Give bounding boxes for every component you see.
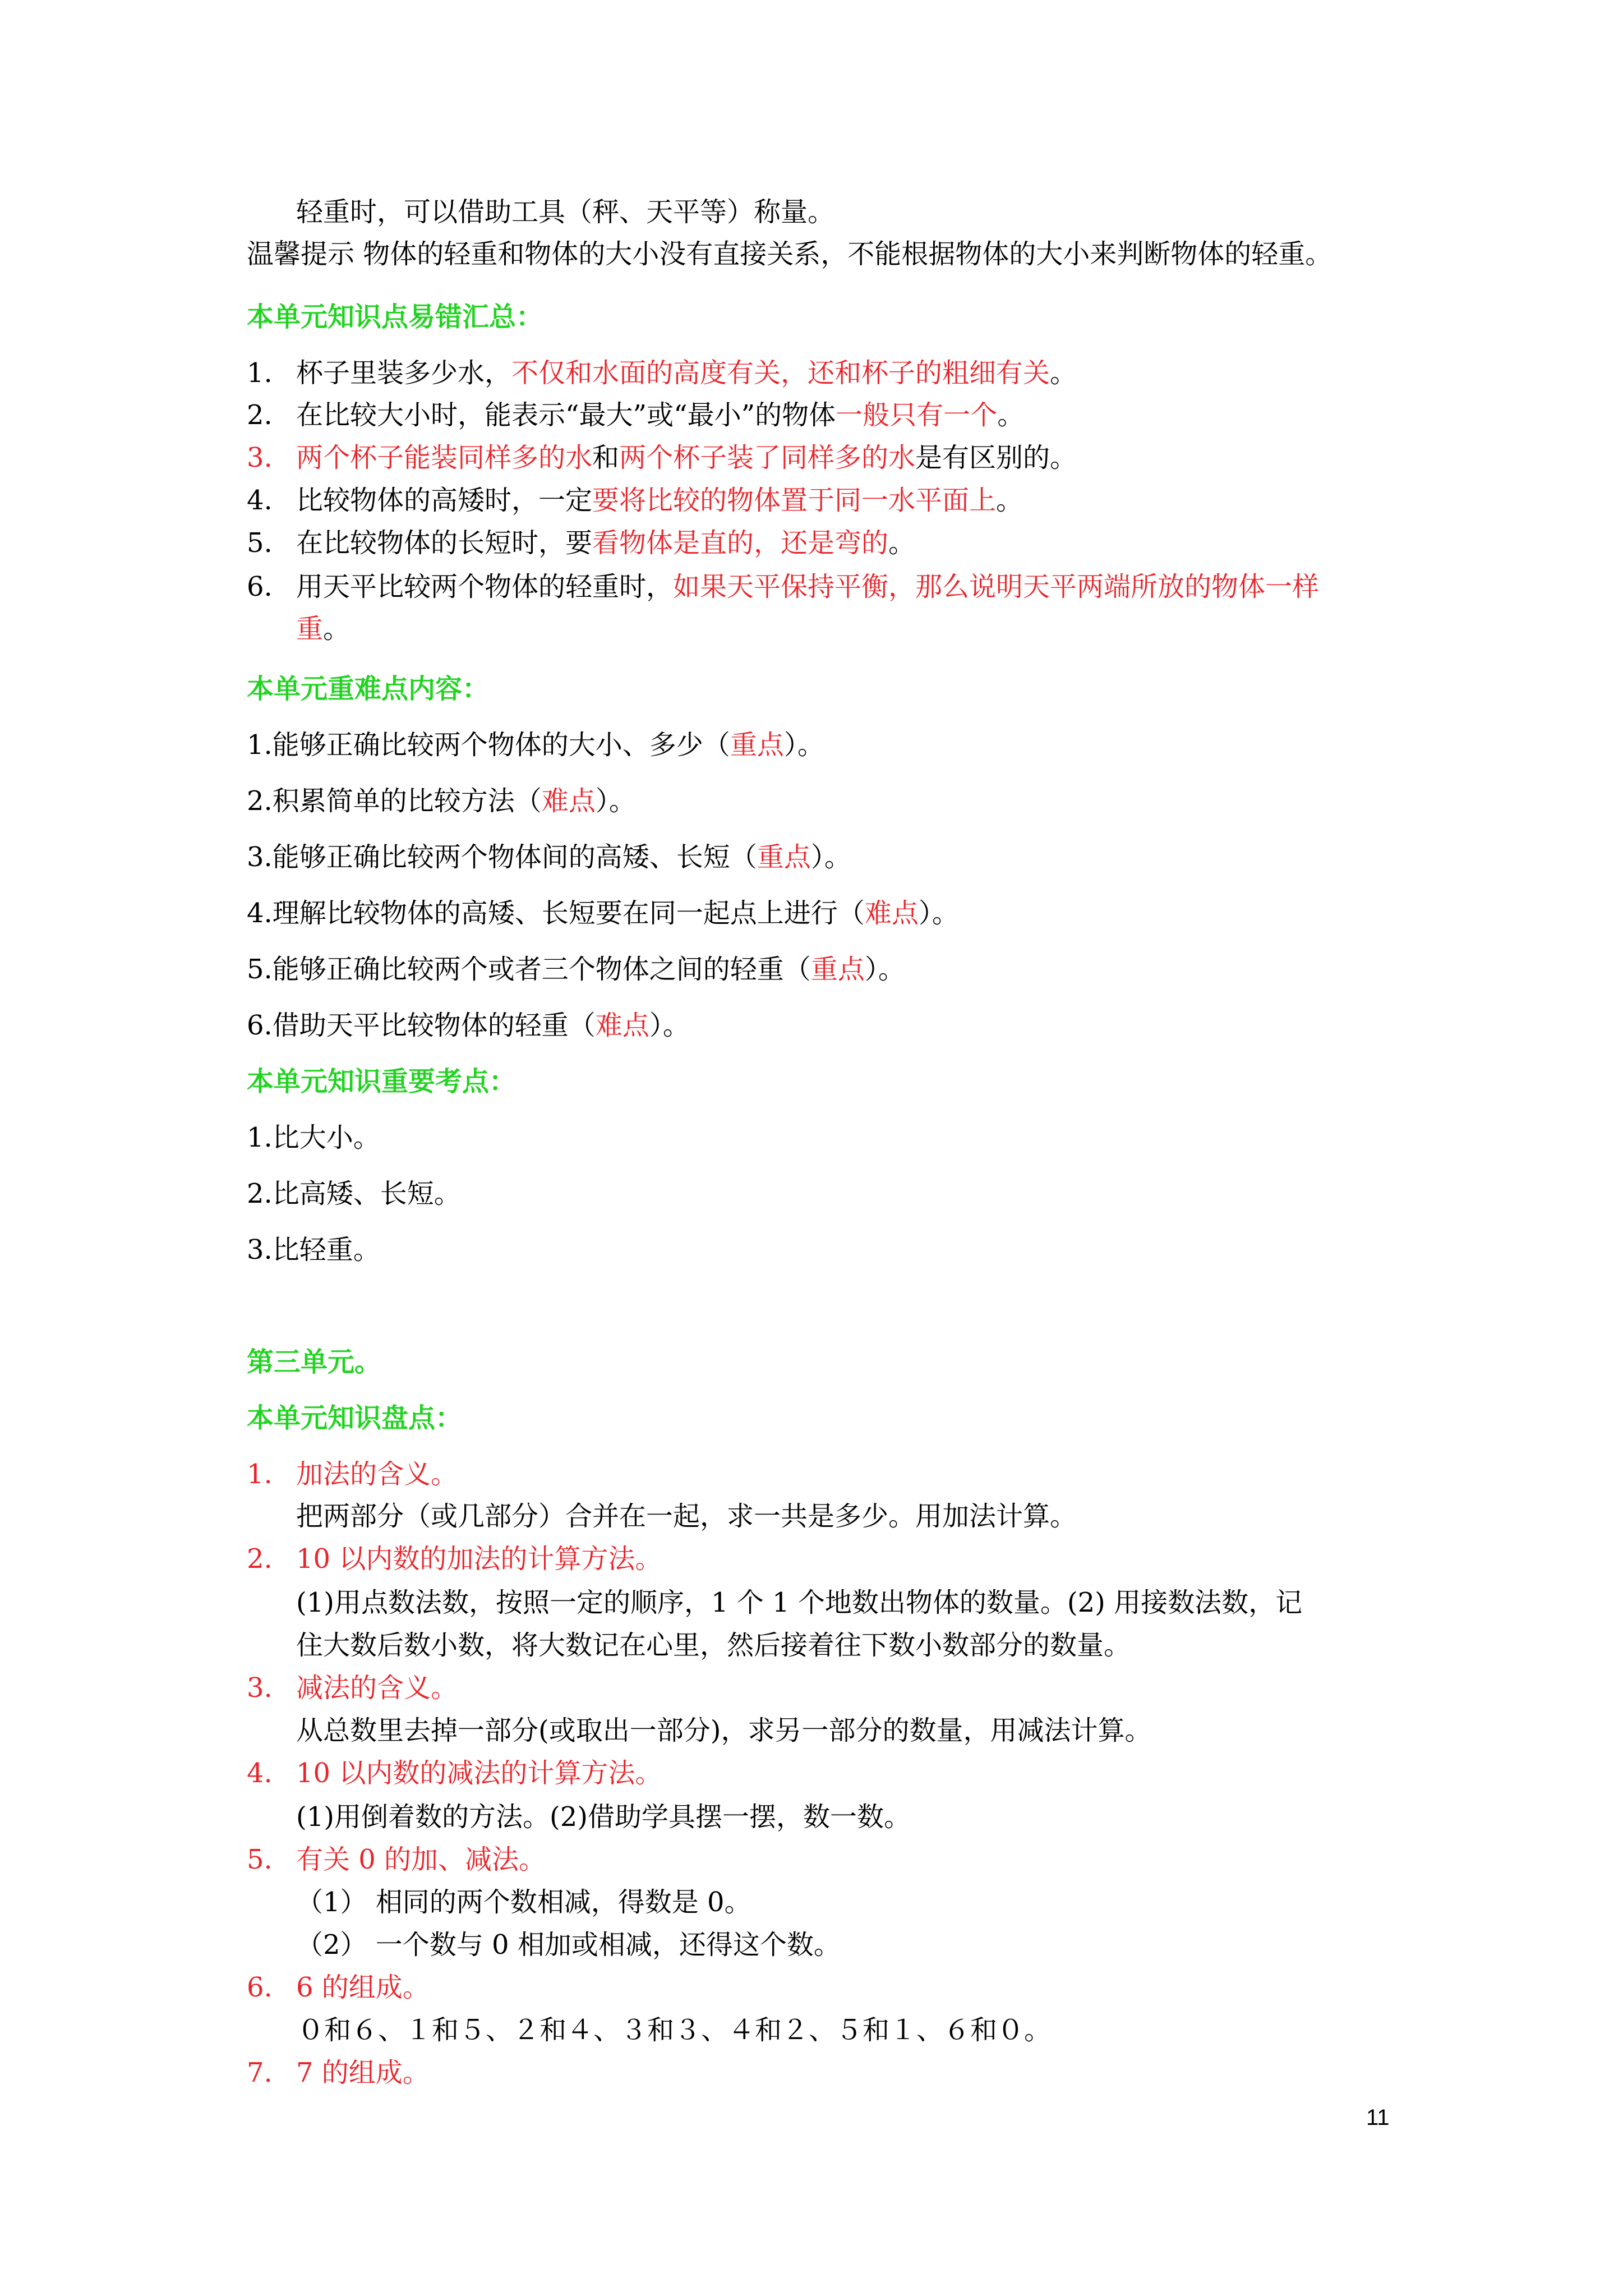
difficulty-item-1 — [247, 728, 824, 762]
item-number: 6. — [247, 1972, 273, 2003]
item-text: 。 — [323, 613, 351, 645]
item-emphasis: 如果天平保持平衡，那么说明天平两端所放的物体一样 — [673, 571, 1320, 602]
difficulty-item-2 — [247, 784, 636, 818]
unit3-item-3-title — [247, 1671, 458, 1705]
item-number: 5. — [247, 527, 273, 559]
mistake-item-5 — [247, 526, 915, 560]
mistakes-heading: 本单元知识点易错汇总： — [247, 301, 543, 333]
item-emphasis: 两个杯子能装同样多的水 — [296, 442, 593, 473]
difficulty-item-6 — [247, 1009, 690, 1042]
item-text: 用天平比较两个物体的轻重时， — [296, 571, 674, 602]
unit3-item-5-line-1: （1） 相同的两个数相减，得数是 0。 — [296, 1887, 751, 1918]
key-point-item-3: 3.比轻重。 — [247, 1234, 380, 1266]
difficulty-item-4 — [247, 896, 959, 930]
unit3-title: 第三单元。 — [247, 1346, 382, 1378]
item-text: ）。 — [810, 841, 851, 873]
item-text: 。 — [996, 485, 1023, 516]
item-text: 理解比较物体的高矮、长短要在同一起点上进行（ — [272, 898, 865, 929]
item-title: 10 以内数的减法的计算方法。 — [296, 1757, 662, 1789]
item-text: 能够正确比较两个物体间的高矮、长短（ — [272, 841, 757, 873]
item-text: 能够正确比较两个或者三个物体之间的轻重（ — [272, 954, 811, 985]
key-point-item-1: 1.比大小。 — [247, 1122, 380, 1153]
item-number: 2. — [247, 785, 273, 817]
item-number: 4. — [247, 485, 273, 516]
item-number: 7. — [247, 2057, 273, 2088]
unit3-item-6-title — [247, 1971, 430, 2004]
item-number: 5. — [247, 954, 273, 985]
item-text: 借助天平比较物体的轻重（ — [272, 1010, 596, 1041]
item-text: 。 — [888, 527, 916, 559]
item-text: ）。 — [918, 898, 959, 929]
unit3-item-4-line: (1)用倒着数的方法。(2)借助学具摆一摆，数一数。 — [296, 1801, 911, 1833]
unit3-item-5-line-2: （2） 一个数与 0 相加或相减，还得这个数。 — [296, 1929, 841, 1961]
weigh-tools-line: 轻重时，可以借助工具（秤、天平等）称量。 — [296, 196, 835, 228]
item-emphasis: 看物体是直的，还是弯的 — [592, 527, 889, 559]
item-title: 7 的组成。 — [296, 2057, 430, 2088]
item-title: 有关 0 的加、减法。 — [296, 1844, 546, 1875]
item-tag: 重点 — [810, 954, 865, 985]
unit3-item-1-title — [247, 1457, 458, 1491]
item-emphasis: 要将比较的物体置于同一水平面上 — [592, 485, 997, 516]
item-text: ）。 — [864, 954, 905, 985]
item-number: 5. — [247, 1844, 273, 1875]
item-tag: 难点 — [864, 898, 919, 929]
unit3-inventory-heading: 本单元知识盘点： — [247, 1402, 463, 1434]
unit3-item-4-title — [247, 1756, 662, 1790]
item-number: 1. — [247, 729, 273, 761]
difficulties-heading: 本单元重难点内容： — [247, 673, 490, 705]
item-tag: 重点 — [730, 729, 784, 761]
item-text: ）。 — [649, 1010, 690, 1041]
page-number: 11 — [1366, 2105, 1390, 2130]
item-tag: 重点 — [757, 841, 811, 873]
item-text: ）。 — [595, 785, 636, 817]
item-text: ）。 — [783, 729, 824, 761]
item-number: 6. — [247, 1010, 273, 1041]
item-tag: 难点 — [595, 1010, 649, 1041]
item-number: 3. — [247, 841, 273, 873]
key-point-item-2: 2.比高矮、长短。 — [247, 1178, 461, 1209]
difficulty-item-5 — [247, 953, 905, 986]
unit3-item-6-line: ０和６、１和５、２和４、３和３、４和２、５和１、６和０。 — [297, 2014, 1052, 2046]
mistake-item-4 — [247, 484, 1023, 517]
mistake-item-1 — [247, 356, 1077, 390]
item-number: 4. — [247, 1757, 273, 1789]
mistake-item-3 — [247, 441, 1077, 475]
difficulty-item-3 — [247, 840, 851, 874]
mistake-item-2 — [247, 398, 1024, 432]
item-text: 。 — [1050, 357, 1077, 389]
item-text: 比较物体的高矮时，一定 — [296, 485, 593, 516]
item-text: 能够正确比较两个物体的大小、多少（ — [272, 729, 730, 761]
item-emphasis: 不仅和水面的高度有关，还和杯子的粗细有关 — [511, 357, 1050, 389]
item-number: 6. — [247, 571, 273, 602]
item-number: 2. — [247, 1543, 273, 1575]
item-title: 6 的组成。 — [296, 1972, 430, 2003]
item-emphasis: 重 — [296, 613, 324, 645]
item-text: 在比较物体的长短时，要 — [296, 527, 593, 559]
item-number: 4. — [247, 898, 273, 929]
item-number: 2. — [247, 399, 273, 431]
unit3-item-2-line-1: (1)用点数法数，按照一定的顺序，1 个 1 个地数出物体的数量。(2) 用接数法数，记 — [296, 1587, 1303, 1618]
unit3-item-5-title — [247, 1843, 546, 1876]
item-number: 1. — [247, 1458, 273, 1490]
item-text: 和 — [592, 442, 620, 473]
item-text: 是有区别的。 — [915, 442, 1077, 473]
unit3-item-1-line: 把两部分（或几部分）合并在一起，求一共是多少。用加法计算。 — [296, 1501, 1077, 1532]
unit3-item-2-line-2: 住大数后数小数，将大数记在心里，然后接着往下数小数部分的数量。 — [296, 1630, 1131, 1661]
item-text: 积累简单的比较方法（ — [272, 785, 542, 817]
tip-line: 温馨提示 物体的轻重和物体的大小没有直接关系，不能根据物体的大小来判断物体的轻重。 — [247, 238, 1332, 270]
item-text: 。 — [997, 399, 1025, 431]
item-emphasis: 一般只有一个 — [836, 399, 998, 431]
mistake-item-6-continued — [296, 612, 350, 646]
unit3-item-7-title — [247, 2056, 430, 2090]
item-emphasis: 两个杯子装了同样多的水 — [619, 442, 916, 473]
item-number: 1. — [247, 357, 273, 389]
item-text: 在比较大小时，能表示“最大”或“最小”的物体 — [296, 399, 836, 431]
key-points-heading: 本单元知识重要考点： — [247, 1066, 517, 1097]
item-title: 10 以内数的加法的计算方法。 — [296, 1543, 662, 1575]
mistake-item-6 — [247, 570, 1319, 604]
item-tag: 难点 — [541, 785, 596, 817]
unit3-item-2-title — [247, 1542, 662, 1576]
item-title: 加法的含义。 — [296, 1458, 458, 1490]
unit3-item-3-line: 从总数里去掉一部分(或取出一部分)，求另一部分的数量，用减法计算。 — [296, 1715, 1152, 1746]
item-text: 杯子里装多少水， — [296, 357, 512, 389]
item-number: 3. — [247, 442, 273, 473]
item-title: 减法的含义。 — [296, 1672, 458, 1704]
item-number: 3. — [247, 1672, 273, 1704]
